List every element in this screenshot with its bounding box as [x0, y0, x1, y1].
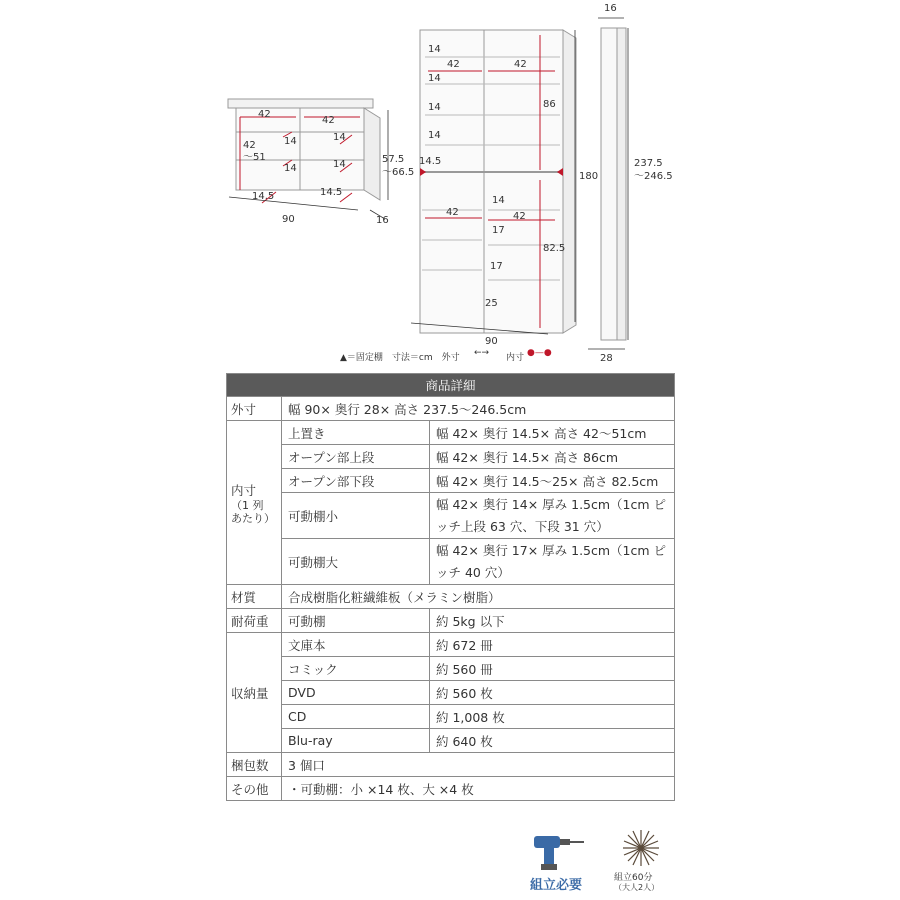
assembly-required-badge [528, 826, 598, 896]
table-row [227, 753, 675, 777]
side-view-drawing [601, 28, 626, 340]
open-upper-label: オープン部上段 [282, 445, 430, 469]
storage-value: 約 672 冊 [430, 633, 675, 657]
top-unit-depth-6: 14.5 [252, 191, 275, 202]
bookcase-inner-width-4: 42 [513, 211, 526, 222]
drill-icon [528, 826, 598, 874]
side-top-depth: 16 [604, 3, 617, 14]
open-lower-label: オープン部下段 [282, 469, 430, 493]
legend-text: ▲＝固定棚 寸法＝cm 外寸 [340, 353, 460, 363]
material-value: 合成樹脂化粧繊維板（メラミン樹脂） [282, 585, 675, 609]
storage-label: 収納量 [227, 633, 282, 753]
spec-table-header: 商品詳細 [227, 374, 675, 397]
top-unit-inner-width-right: 42 [322, 115, 335, 126]
storage-key: DVD [282, 681, 430, 705]
top-unit-inner-width-left: 42 [258, 109, 271, 120]
load-sub-label: 可動棚 [282, 609, 430, 633]
bookcase-depth-g: 17 [492, 225, 505, 236]
outer-arrow-icon: ←→ [474, 348, 490, 358]
storage-value: 約 560 冊 [430, 657, 675, 681]
top-unit-depth-3: 14 [333, 132, 346, 143]
assembly-required-text: 組立必要 [530, 878, 583, 893]
table-row [227, 681, 675, 705]
open-lower-value: 幅 42× 奥行 14.5～25× 高さ 82.5cm [430, 469, 675, 493]
bookcase-depth-d: 14 [428, 130, 441, 141]
table-row [227, 469, 675, 493]
bookcase-drawing [420, 30, 576, 333]
inner-sub-label: （1 列 あたり） [231, 498, 275, 525]
bookcase-depth-c: 14 [428, 102, 441, 113]
open-upper-value: 幅 42× 奥行 14.5× 高さ 86cm [430, 445, 675, 469]
top-unit-depth-4: 14 [333, 159, 346, 170]
table-row [227, 421, 675, 445]
storage-key: CD [282, 705, 430, 729]
load-label: 耐荷重 [227, 609, 282, 633]
outer-label: 外寸 [227, 397, 282, 421]
top-unit-value: 幅 42× 奥行 14.5× 高さ 42～51cm [430, 421, 675, 445]
shelf-small-value: 幅 42× 奥行 14× 厚み 1.5cm（1cm ピッチ上段 63 穴、下段 31 穴） [430, 493, 675, 539]
other-label: その他 [227, 777, 282, 801]
top-unit-depth: 16 [376, 215, 389, 226]
top-unit-depth-1: 14 [284, 136, 297, 147]
bookcase-depth-i: 25 [485, 298, 498, 309]
total-height: 237.5 ～246.5 [634, 158, 673, 182]
bookcase-inner-width-1: 42 [447, 59, 460, 70]
bookcase-depth-h: 17 [490, 261, 503, 272]
table-row [227, 777, 675, 801]
bookcase-upper-height: 86 [543, 99, 556, 110]
table-row [227, 609, 675, 633]
table-row [227, 539, 675, 585]
bookcase-depth-a: 14 [428, 44, 441, 55]
storage-value: 約 1,008 枚 [430, 705, 675, 729]
bookcase-depth-b: 14 [428, 73, 441, 84]
storage-value: 約 560 枚 [430, 681, 675, 705]
assembly-time-text: 組立60分 [614, 873, 653, 883]
assembly-time-badge [610, 828, 672, 898]
inner-label-cell [227, 421, 282, 585]
top-unit-height: 57.5 ～66.5 [382, 154, 415, 178]
inner-arrow-icon: ●—● [527, 348, 552, 358]
bookcase-inner-width-3: 42 [446, 207, 459, 218]
top-unit-label: 上置き [282, 421, 430, 445]
table-row [227, 729, 675, 753]
starburst-icon [616, 828, 666, 868]
storage-value: 約 640 枚 [430, 729, 675, 753]
pack-value: 3 個口 [282, 753, 675, 777]
load-value: 約 5kg 以下 [430, 609, 675, 633]
table-row [227, 493, 675, 539]
shelf-large-label: 可動棚大 [282, 539, 430, 585]
bookcase-depth-e: 14.5 [419, 156, 442, 167]
material-label: 材質 [227, 585, 282, 609]
pack-label: 梱包数 [227, 753, 282, 777]
other-value: ・可動棚：小 ×14 枚、大 ×4 枚 [282, 777, 675, 801]
side-bottom-depth: 28 [600, 353, 613, 364]
table-row [227, 397, 675, 421]
outer-value: 幅 90× 奥行 28× 高さ 237.5～246.5cm [282, 397, 675, 421]
top-unit-width: 90 [282, 214, 295, 225]
inner-label: 内寸 [231, 482, 257, 498]
assembly-people-text: （大人2人） [614, 883, 660, 892]
legend-inner: 内寸 [506, 353, 525, 363]
table-row [227, 657, 675, 681]
top-unit-inner-height: 42 ～51 [243, 140, 266, 163]
table-row [227, 633, 675, 657]
product-diagram [0, 0, 900, 370]
storage-key: コミック [282, 657, 430, 681]
bookcase-width: 90 [485, 336, 498, 347]
bookcase-height: 180 [579, 171, 599, 182]
top-unit-depth-5: 14.5 [320, 187, 343, 198]
table-row [227, 445, 675, 469]
storage-key: 文庫本 [282, 633, 430, 657]
bookcase-depth-f: 14 [492, 195, 505, 206]
table-row [227, 585, 675, 609]
shelf-small-label: 可動棚小 [282, 493, 430, 539]
spec-table [226, 373, 675, 801]
top-unit-depth-2: 14 [284, 163, 297, 174]
table-row [227, 705, 675, 729]
shelf-large-value: 幅 42× 奥行 17× 厚み 1.5cm（1cm ピッチ 40 穴） [430, 539, 675, 585]
bookcase-inner-width-2: 42 [514, 59, 527, 70]
bookcase-lower-height: 82.5 [543, 243, 566, 254]
storage-key: Blu-ray [282, 729, 430, 753]
